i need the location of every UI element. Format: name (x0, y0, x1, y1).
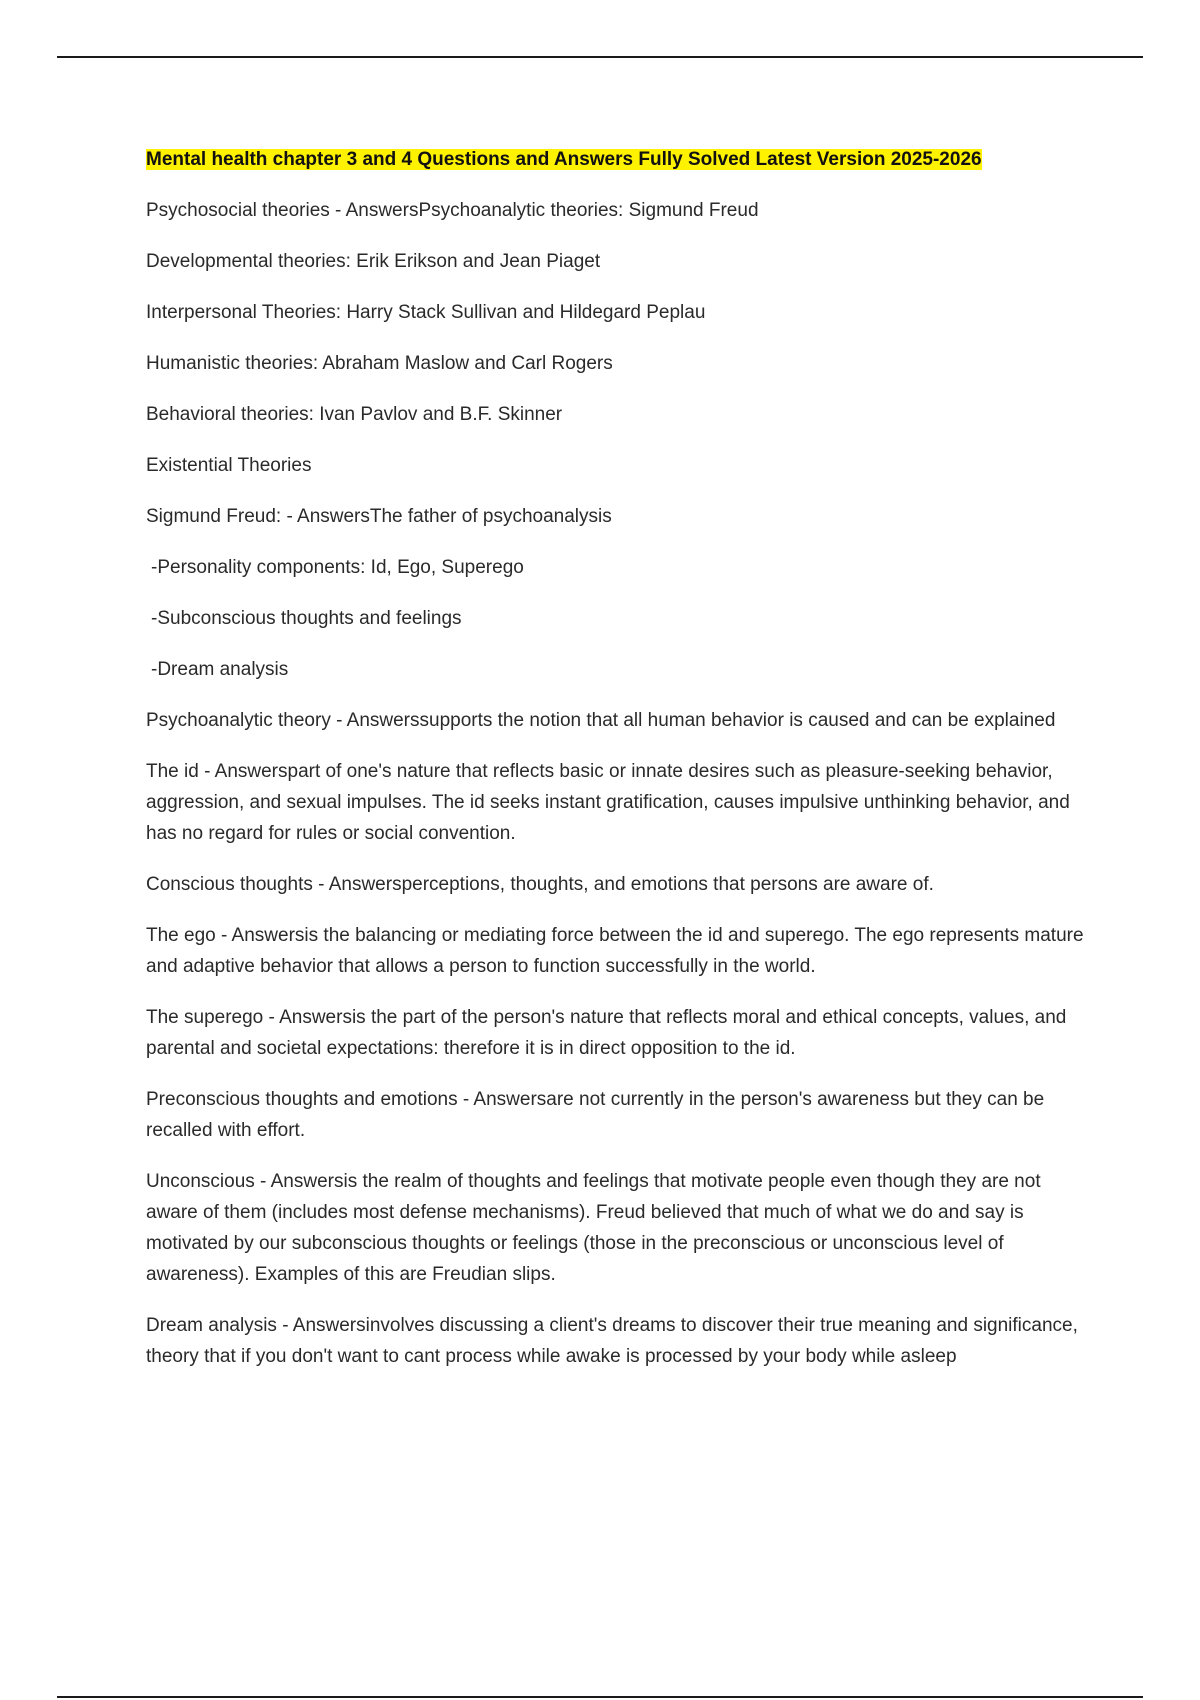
paragraph-developmental-theories: Developmental theories: Erik Erikson and Jean Piaget (146, 251, 601, 272)
paragraph-dream-analysis-bullet: -Dream analysis (151, 659, 289, 680)
paragraph-the-id: The id - Answerspart of one's nature that reflects basic or innate desires such as pleasure-seeking behavior, aggression, and sexual impulses. The id seeks instant gratification, causes impulsive unthinking behavior, and has no regard for rules or social convention. (146, 761, 1070, 844)
document-body (146, 144, 1092, 1392)
footer-rule (57, 1696, 1143, 1698)
paragraph-interpersonal-theories: Interpersonal Theories: Harry Stack Sullivan and Hildegard Peplau (146, 302, 706, 323)
paragraph-preconscious: Preconscious thoughts and emotions - Answersare not currently in the person's awareness but they can be recalled with effort. (146, 1089, 1045, 1141)
paragraph-the-ego: The ego - Answersis the balancing or mediating force between the id and superego. The ego represents mature and adaptive behavior that allows a person to function successfully in the world. (146, 925, 1084, 977)
paragraph-humanistic-theories: Humanistic theories: Abraham Maslow and Carl Rogers (146, 353, 613, 374)
document-title (146, 144, 1092, 175)
paragraph-subconscious-thoughts: -Subconscious thoughts and feelings (151, 608, 462, 629)
paragraph-psychoanalytic-theory: Psychoanalytic theory - Answerssupports the notion that all human behavior is caused and can be explained (146, 710, 1056, 731)
paragraph-personality-components: -Personality components: Id, Ego, Superego (151, 557, 524, 578)
header-rule (57, 56, 1143, 58)
paragraph-behavioral-theories: Behavioral theories: Ivan Pavlov and B.F. Skinner (146, 404, 563, 425)
paragraph-the-superego: The superego - Answersis the part of the person's nature that reflects moral and ethical concepts, values, and parental and societal expectations: therefore it is in direct opposition to the id. (146, 1007, 1067, 1059)
paragraph-conscious-thoughts: Conscious thoughts - Answersperceptions, thoughts, and emotions that persons are aware of. (146, 874, 934, 895)
paragraph-existential-theories: Existential Theories (146, 455, 312, 476)
paragraph-dream-analysis: Dream analysis - Answersinvolves discussing a client's dreams to discover their true meaning and significance, theory that if you don't want to cant process while awake is processed by your body while asleep (146, 1315, 1078, 1367)
document-title-highlight: Mental health chapter 3 and 4 Questions and Answers Fully Solved Latest Version 2025-2026 (146, 149, 982, 170)
paragraph-unconscious: Unconscious - Answersis the realm of thoughts and feelings that motivate people even though they are not aware of them (includes most defense mechanisms). Freud believed that much of what we do and say is motivated by our subconscious thoughts or feelings (those in the preconscious or unconscious level of awareness). Examples of this are Freudian slips. (146, 1171, 1041, 1285)
paragraph-psychosocial-theories: Psychosocial theories - AnswersPsychoanalytic theories: Sigmund Freud (146, 200, 759, 221)
paragraph-sigmund-freud: Sigmund Freud: - AnswersThe father of psychoanalysis (146, 506, 612, 527)
